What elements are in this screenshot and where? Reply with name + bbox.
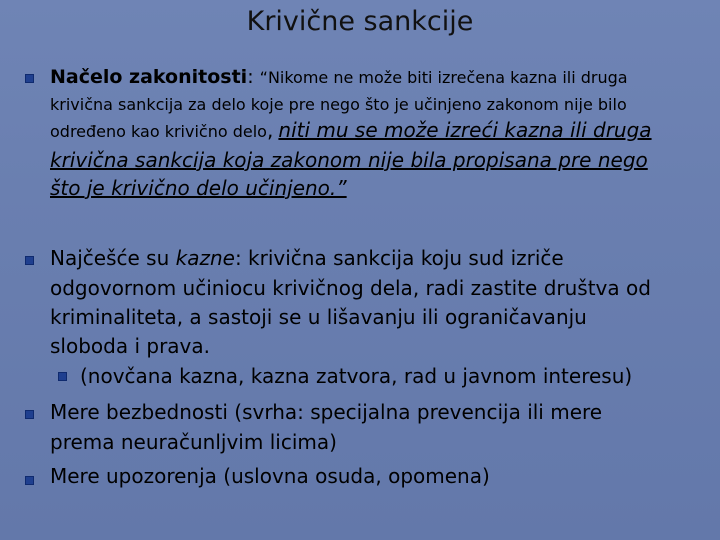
bullet-marker-4 (25, 476, 34, 485)
penalties-line-3: kriminaliteta, a sastoji se u lišavanju ili ograničavanju (50, 305, 587, 329)
principle-line-3 (50, 118, 652, 142)
principle-label: Načelo zakonitosti (50, 66, 248, 88)
principle-line-2: krivična sankcija za delo koje pre nego što je učinjeno zakonom nije bilo (50, 95, 627, 114)
penalties-line-1 (50, 246, 564, 270)
sub-bullet-marker (58, 372, 67, 381)
security-measures-line-1: Mere bezbednosti (svrha: specijalna prevencija ili mere (50, 400, 603, 424)
principle-line-4: krivična sankcija koja zakonom nije bila propisana pre nego (50, 148, 648, 172)
bullet-marker-3 (25, 410, 34, 419)
principle-line-3-comma: , (266, 118, 274, 142)
principle-colon: : (247, 66, 254, 88)
bullet-marker-1 (25, 74, 34, 83)
principle-line-3-plain: određeno kao krivično delo (50, 122, 267, 141)
principle-quote-start: “Nikome ne može biti izrečena kazna ili druga (259, 68, 628, 87)
penalties-examples: (novčana kazna, kazna zatvora, rad u javnom interesu) (80, 364, 633, 388)
principle-line-5: što je krivično delo učinjeno.” (50, 176, 347, 200)
penalties-line-1-end: : krivična sankcija koju sud izriče (234, 246, 564, 270)
penalties-line-4: sloboda i prava. (50, 334, 210, 358)
security-measures-line-2: prema neuračunljvim licima) (50, 430, 337, 454)
penalties-line-1-start: Najčešće su (50, 246, 170, 270)
bullet-marker-2 (25, 256, 34, 265)
slide-title: Krivične sankcije (246, 6, 474, 37)
principle-line-1 (50, 66, 628, 88)
penalties-line-1-em: kazne (175, 246, 235, 270)
principle-line-3-emph: niti mu se može izreći kazna ili druga (278, 118, 652, 142)
warning-measures: Mere upozorenja (uslovna osuda, opomena) (50, 464, 490, 488)
penalties-line-2: odgovornom učiniocu krivičnog dela, radi zastite društva od (50, 276, 651, 300)
